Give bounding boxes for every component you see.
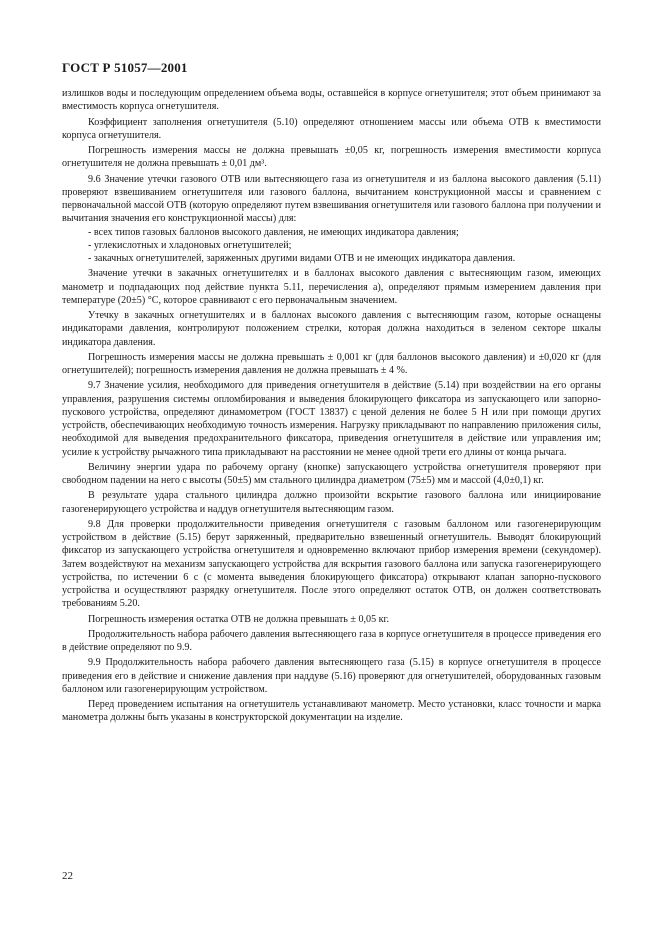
body-text xyxy=(62,87,601,725)
list-item: - всех типов газовых баллонов высокого давления, не имеющих индикатора давления; xyxy=(88,226,459,238)
paragraph: Коэффициент заполнения огнетушителя (5.10) определяют отношением массы или объема ОТВ к вместимости корпуса огнетушителя. xyxy=(62,116,601,141)
standard-header: ГОСТ Р 51057—2001 xyxy=(62,60,188,75)
paragraph: Продолжительность набора рабочего давления вытесняющего газа в корпусе огнетушителя в процессе приведения его в действие определяют по 9.9. xyxy=(62,628,601,653)
paragraph: Погрешность измерения массы не должна превышать ±0,05 кг, погрешность измерения вместимости корпуса огнетушителя не должна превышать ± 0,01 дм³. xyxy=(62,145,601,170)
paragraph: 9.8 Для проверки продолжительности приведения огнетушителя с газовым баллоном или газогенерирующим устройством в действие (5.15) берут заряженный, предварительно взвешенный огнетушитель. Выводят блокирующий фиксатор из запускающего устройства огнетушителя и одновременно включают прибор измерения времени (секундомер). Затем воздействуют на механизм запускающего устройства для вскрытия газового баллона или запуска газогенерирующего устройства, по истечении 6 с (с момента выведения блокирующего фиксатора) открывают клапан запорно-пускового устройства и осуществляют разрядку огнетушителя. После этого определяют остаток ОТВ, он должен соответствовать требованиям 5.20. xyxy=(62,518,601,610)
paragraph: Величину энергии удара по рабочему органу (кнопке) запускающего устройства огнетушителя проверяют при свободном падении на него с высоты (50±5) мм стального цилиндра диаметром (75±5) мм и массой (4,0±0,1) кг. xyxy=(62,461,601,486)
list-item: - углекислотных и хладоновых огнетушителей; xyxy=(88,239,292,251)
paragraph: излишков воды и последующим определением объема воды, оставшейся в корпусе огнетушителя; этот объем принимают за вместимость корпуса огнетушителя. xyxy=(62,88,601,113)
paragraph: 9.7 Значение усилия, необходимого для приведения огнетушителя в действие (5.14) при воздействии на его органы управления, разрушения системы опломбирования и выведения блокирующего фиксатора из запускающего или запорно-пускового устройства, определяют динамометром (ГОСТ 13837) с ценой деления не более 5 Н или при помощи других устройств, обеспечивающих необходимую точность измерения. Нагрузку прикладывают по направлению приложения силы, необходимой для выведения предохранительного фиксатора, приведения огнетушителя в действие или управления им; усилие к устройству рычажного типа прикладывают на расстоянии не менее одной трети его длины от конца рычага. xyxy=(62,380,601,458)
paragraph: 9.6 Значение утечки газового ОТВ или вытесняющего газа из огнетушителя и из баллона высокого давления (5.11) проверяют взвешиванием огнетушителя или газового баллона, вычитанием конструкционной массы и сравнением с первоначальной массой ОТВ (которую определяют путем взвешивания огнетушителя или газового баллона при получении и вычитания значения его конструкционной массы) для: xyxy=(62,173,601,225)
list-item: - закачных огнетушителей, заряженных другими видами ОТВ и не имеющих индикатора давления. xyxy=(88,253,516,264)
paragraph: 9.9 Продолжительность набора рабочего давления вытесняющего газа (5.15) в корпусе огнетушителя в процессе приведения его в действие и снижение давления при наддуве (5.16) проверяют для огнетушителей, оборудованных газовым баллоном или газогенерирующим устройством. xyxy=(62,657,601,695)
paragraph: Утечку в закачных огнетушителях и в баллонах высокого давления с вытесняющим газом, которые оснащены индикаторами давления, контролируют положением стрелки, которая должна находиться в зеленом секторе шкалы индикатора давления. xyxy=(62,310,601,348)
paragraph: Значение утечки в закачных огнетушителях и в баллонах высокого давления с вытесняющим газом, имеющих манометр и подпадающих под действие пункта 5.11, перечисления а), определяют прямым измерением давления при температуре (20±5) °С, которое сравнивают с его первоначальным значением. xyxy=(62,268,601,306)
page-number: 22 xyxy=(62,870,73,882)
paragraph: Погрешность измерения массы не должна превышать ± 0,001 кг (для баллонов высокого давления) и ±0,020 кг (для огнетушителей); погрешность измерения давления не должна превышать ± 4 %. xyxy=(62,351,601,376)
paragraph: В результате удара стального цилиндра должно произойти вскрытие газового баллона или инициирование газогенерирующего устройства и наддув огнетушителя вытесняющим газом. xyxy=(62,490,601,515)
paragraph: Погрешность измерения остатка ОТВ не должна превышать ± 0,05 кг. xyxy=(88,613,390,625)
paragraph: Перед проведением испытания на огнетушитель устанавливают манометр. Место установки, класс точности и марка манометра должны быть указаны в конструкторской документации на изделие. xyxy=(62,699,601,724)
